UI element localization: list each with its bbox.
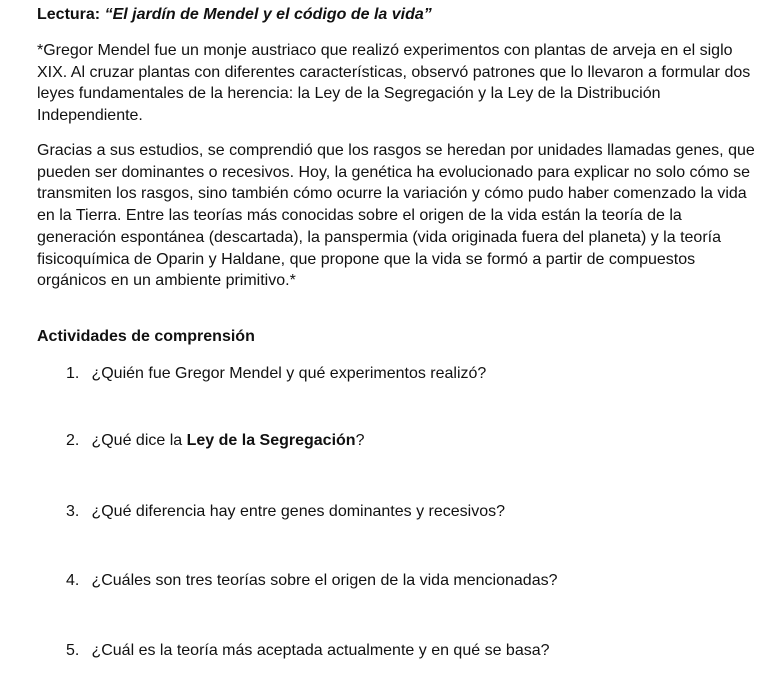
reading-paragraph-2: Gracias a sus estudios, se comprendió que los rasgos se heredan por unidades llamadas genes, que pueden ser dominantes o recesivos. Hoy, la genética ha evolucionado para explicar no solo cómo se transmiten los rasgos, sino también cómo ocurre la variación y cómo pudo haber comenzado la vida en la Tierra. Entre las teorías más conocidas sobre el origen de la vida están la teoría de la generación espontánea (descartada), la panspermia (vida originada fuera del planeta) y la teoría fisicoquímica de Oparin y Haldane, que propone que la vida se formó a partir de compuestos orgánicos en un ambiente primitivo.* [37,142,755,290]
question-text: ¿Qué diferencia hay entre genes dominantes y recesivos? [91,503,506,520]
reading-title [37,5,432,25]
question-text: ¿Cuál es la teoría más aceptada actualmente y en qué se basa? [91,642,550,659]
question-text-before: ¿Qué dice la [91,432,187,449]
question-item-4 [66,571,558,591]
question-text-after: ? [355,432,365,449]
question-number: 4. [66,572,80,589]
question-number: 3. [66,503,80,520]
question-number: 1. [66,365,80,382]
question-text: ¿Quién fue Gregor Mendel y qué experimentos realizó? [91,365,487,382]
question-item-1 [66,364,486,384]
reading-paragraph-1: *Gregor Mendel fue un monje austriaco que realizó experimentos con plantas de arveja en el siglo XIX. Al cruzar plantas con diferentes características, observó patrones que lo llevaron a formular dos leyes fundamentales de la herencia: la Ley de la Segregación y la Ley de la Distribución Independiente. [37,42,751,125]
question-number: 5. [66,642,80,659]
reading-label: Lectura: [37,6,101,23]
question-emphasis: Ley de la Segregación [186,432,356,449]
question-text: ¿Cuáles son tres teorías sobre el origen de la vida mencionadas? [91,572,558,589]
question-item-2 [66,431,364,451]
activities-heading: Actividades de comprensión [37,328,255,345]
reading-work-title: “El jardín de Mendel y el código de la vida” [104,6,432,23]
question-item-5 [66,641,550,661]
question-item-3 [66,502,505,522]
question-number: 2. [66,432,80,449]
